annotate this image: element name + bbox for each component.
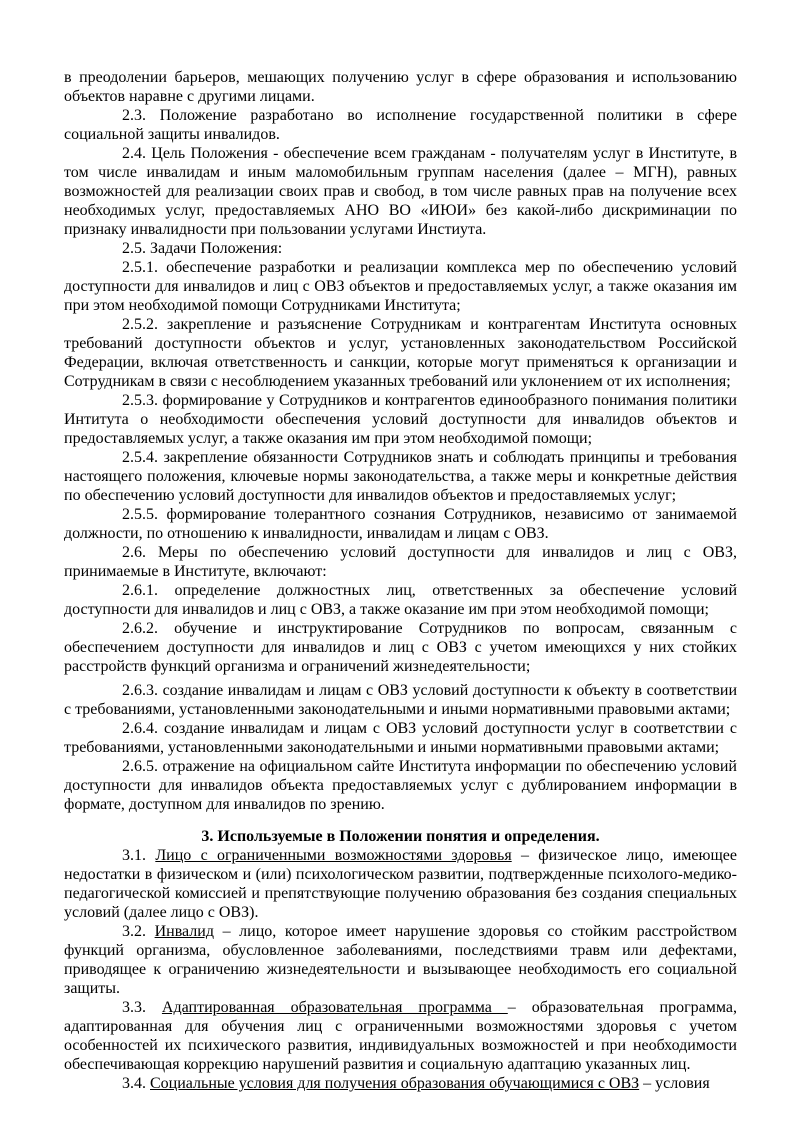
paragraph-2-5-3 [64, 391, 737, 448]
text-run: 2.3. Положение разработано во исполнение государственной политики в сфере социальной защиты инвалидов. [64, 107, 737, 143]
text-run: 2.5.2. закрепление и разъяснение Сотрудникам и контрагентам Института основных требований доступности объектов и услуг, установленных законодательством Российской Федерации, включая ответственность и санкции, которые могут применяться к организации и Сотрудникам в связи с несоблюдением указанных требований или уклонением от их исполнения; [64, 316, 737, 390]
text-run: 2.5.1. обеспечение разработки и реализации комплекса мер по обеспечению условий доступности для инвалидов и лиц с ОВЗ объектов и предоставляемых услуг, а также оказания им при этом необходимой помощи Сотрудниками Института; [64, 259, 737, 314]
text-run: – образовательная программа, адаптированная для обучения лиц с ограниченными возможностями здоровья с учетом особенностей их психического развития, индивидуальных возможностей и при необходимости обеспечивающая коррекцию нарушений развития и социальную адаптацию указанных лиц. [64, 999, 737, 1073]
text-run: 2.5.3. формирование у Сотрудников и контрагентов единообразного понимания политики Интитута о необходимости обеспечения условий доступности для инвалидов объектов и предоставляемых услуг, а также оказания им при этом необходимой помощи; [64, 392, 737, 447]
underlined-term: Социальные условия для получения образования обучающимися с ОВЗ [150, 1075, 640, 1092]
underlined-term: Адаптированная образовательная программа [161, 999, 508, 1016]
paragraph-2-4 [64, 144, 737, 239]
text-run: 2.6.1. определение должностных лиц, ответственных за обеспечение условий доступности для инвалидов и лиц с ОВЗ, а также оказание им при этом необходимой помощи; [64, 582, 737, 618]
paragraph-3-3 [64, 998, 737, 1074]
text-run: – физическое лицо, имеющее недостатки в физическом и (или) психологическом развитии, подтвержденные психолого-медико-педагогической комиссией и препятствующие получению образования без создания специальных условий (далее лицо с ОВЗ). [64, 847, 738, 921]
paragraph-2-6 [64, 543, 737, 581]
document-body [64, 68, 737, 1093]
section-3-heading [64, 827, 737, 846]
paragraph-2-6-4 [64, 719, 737, 757]
text-run: 2.5.4. закрепление обязанности Сотрудников знать и соблюдать принципы и требования настоящего положения, ключевые нормы законодательства, а также меры и конкретные действия по обеспечению условий доступности для инвалидов объектов и предоставляемых услуг; [64, 449, 737, 504]
text-run: 2.4. Цель Положения - обеспечение всем гражданам - получателям услуг в Институте, в том числе инвалидам и иным маломобильным группам населения (далее – МГН), равных возможностей для реализации своих прав и свобод, в том числе равных прав на получение всех необходимых услуг, предоставляемых АНО ВО «ИЮИ» без какой-либо дискриминации по признаку инвалидности при пользовании услугами Инстиута. [64, 145, 737, 238]
paragraph-2-6-5 [64, 757, 737, 814]
text-run: 2.6.5. отражение на официальном сайте Института информации по обеспечению условий доступности для инвалидов объекта предоставляемых услуг с дублированием информации в формате, доступном для инвалидов по зрению. [64, 758, 737, 813]
text-run: 2.5.5. формирование толерантного сознания Сотрудников, независимо от занимаемой должности, по отношению к инвалидности, инвалидам и лицам с ОВЗ. [64, 506, 737, 542]
text-run: – условия [639, 1075, 710, 1092]
text-run: 2.6.3. создание инвалидам и лицам с ОВЗ условий доступности к объекту в соответствии с требованиями, установленными законодательными и иными нормативными правовыми актами; [64, 682, 737, 718]
text-run: 3.1. [122, 847, 156, 864]
text-run: 2.6. Меры по обеспечению условий доступности для инвалидов и лиц с ОВЗ, принимаемые в Институте, включают: [64, 544, 737, 580]
paragraph-2-5 [64, 239, 737, 258]
text-run: 3.2. [122, 923, 155, 940]
paragraph-2-5-2 [64, 315, 737, 391]
paragraph-2-3 [64, 106, 737, 144]
paragraph-3-2 [64, 922, 737, 998]
underlined-term: Лицо с ограниченными возможностями здоровья [155, 847, 512, 864]
text-run: 2.6.2. обучение и инструктирование Сотрудников по вопросам, связанным с обеспечением доступности для инвалидов и лиц с ОВЗ с учетом имеющихся у них стойких расстройств функций организма и ограничений жизнедеятельности; [64, 620, 737, 675]
paragraph-2-6-3 [64, 681, 737, 719]
paragraph-3-4 [64, 1074, 737, 1093]
text-run: 3.3. [122, 999, 162, 1016]
text-run: 2.5. Задачи Положения: [122, 240, 283, 257]
text-run: 3.4. [122, 1075, 150, 1092]
paragraph-2-5-5 [64, 505, 737, 543]
paragraph-2-5-4 [64, 448, 737, 505]
text-run: 3. Используемые в Положении понятия и определения. [201, 828, 600, 845]
paragraph-2-6-1 [64, 581, 737, 619]
paragraph-intro-continuation [64, 68, 737, 106]
text-run: 2.6.4. создание инвалидам и лицам с ОВЗ условий доступности услуг в соответствии с требованиями, установленными законодательными и иными нормативными правовыми актами; [64, 720, 737, 756]
paragraph-3-1 [64, 846, 737, 922]
paragraph-2-6-2 [64, 619, 737, 676]
underlined-term: Инвалид [154, 923, 214, 940]
text-run: в преодолении барьеров, мешающих получению услуг в сфере образования и использованию объектов наравне с другими лицами. [64, 69, 737, 105]
text-run: – лицо, которое имеет нарушение здоровья со стойким расстройством функций организма, обусловленное заболеваниями, последствиями травм или дефектами, приводящее к ограничению жизнедеятельности и вызывающее необходимость его социальной защиты. [64, 923, 737, 997]
paragraph-2-5-1 [64, 258, 737, 315]
